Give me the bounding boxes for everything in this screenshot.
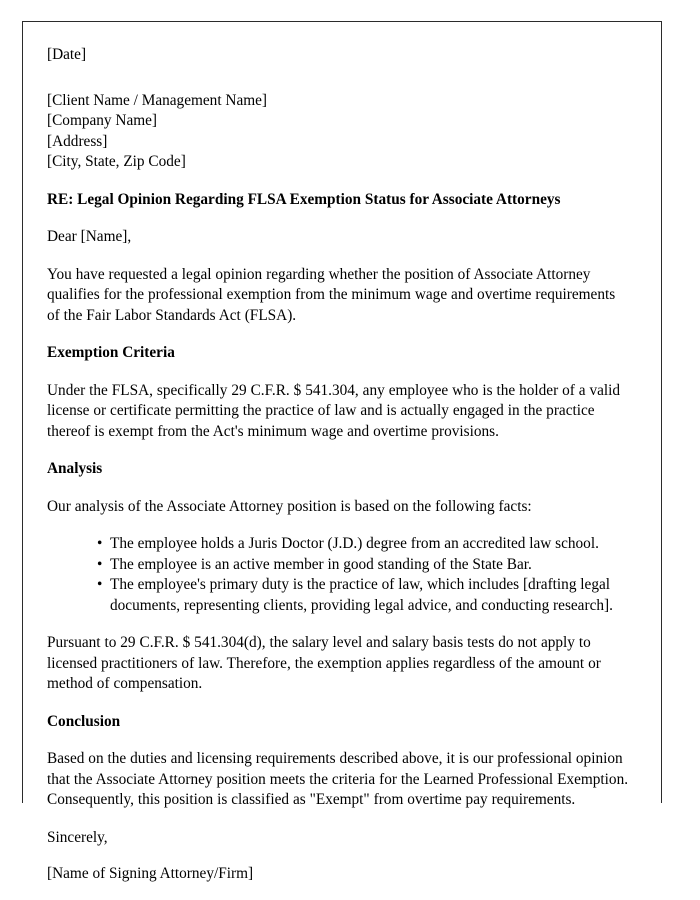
recipient-address-line: [Address] xyxy=(47,132,108,150)
list-item: • The employee is an active member in good standing of the State Bar. xyxy=(97,555,629,576)
recipient-company-line: [Company Name] xyxy=(47,112,158,129)
list-item: • The employee's primary duty is the practice of law, which includes [drafting legal documents, representing clients, providing legal advice, and conducting research]. xyxy=(97,575,629,616)
document-page xyxy=(22,21,662,882)
heading-conclusion: Conclusion xyxy=(47,712,121,730)
sign-off: Sincerely, xyxy=(47,828,108,846)
document-body xyxy=(47,45,629,882)
analysis-closing-paragraph: Pursuant to 29 C.F.R. $ 541.304(d), the salary level and salary basis tests do not apply to licensed practitioners of law. Therefore, the exemption applies regardless of the amount or method of compensation. xyxy=(47,634,601,692)
signature-block-text: [Name of Signing Attorney/Firm] xyxy=(47,865,254,882)
intro-paragraph: You have requested a legal opinion regarding whether the position of Associate Attorney qualifies for the professional exemption from the minimum wage and overtime requirements of the Fair Labor Standards Act (FLSA). xyxy=(47,265,616,324)
analysis-facts-list xyxy=(47,534,629,616)
list-item: • The employee holds a Juris Doctor (J.D.) degree from an accredited law school. xyxy=(97,534,629,555)
heading-exemption-criteria: Exemption Criteria xyxy=(47,344,175,361)
recipient-city-state-zip-line: [City, State, Zip Code] xyxy=(47,153,186,170)
subject-line: RE: Legal Opinion Regarding FLSA Exemption Status for Associate Attorneys xyxy=(47,190,561,208)
heading-analysis: Analysis xyxy=(47,460,103,477)
date-placeholder: [Date] xyxy=(47,46,87,63)
analysis-intro-paragraph: Our analysis of the Associate Attorney position is based on the following facts: xyxy=(47,497,532,515)
recipient-address-block xyxy=(47,91,629,173)
signature-block xyxy=(47,865,629,882)
salutation: Dear [Name], xyxy=(47,228,132,245)
recipient-name-line: [Client Name / Management Name] xyxy=(47,91,268,109)
conclusion-paragraph: Based on the duties and licensing requirements described above, it is our professional opinion that the Associate Attorney position meets the criteria for the Learned Professional Exemption. Consequently, this position is classified as "Exempt" from overtime pay requirements. xyxy=(47,750,629,808)
exemption-criteria-paragraph: Under the FLSA, specifically 29 C.F.R. $ 541.304, any employee who is the holder of a valid license or certificate permitting the practice of law and is actually engaged in the practice thereof is exempt from the Act's minimum wage and overtime provisions. xyxy=(47,381,621,440)
